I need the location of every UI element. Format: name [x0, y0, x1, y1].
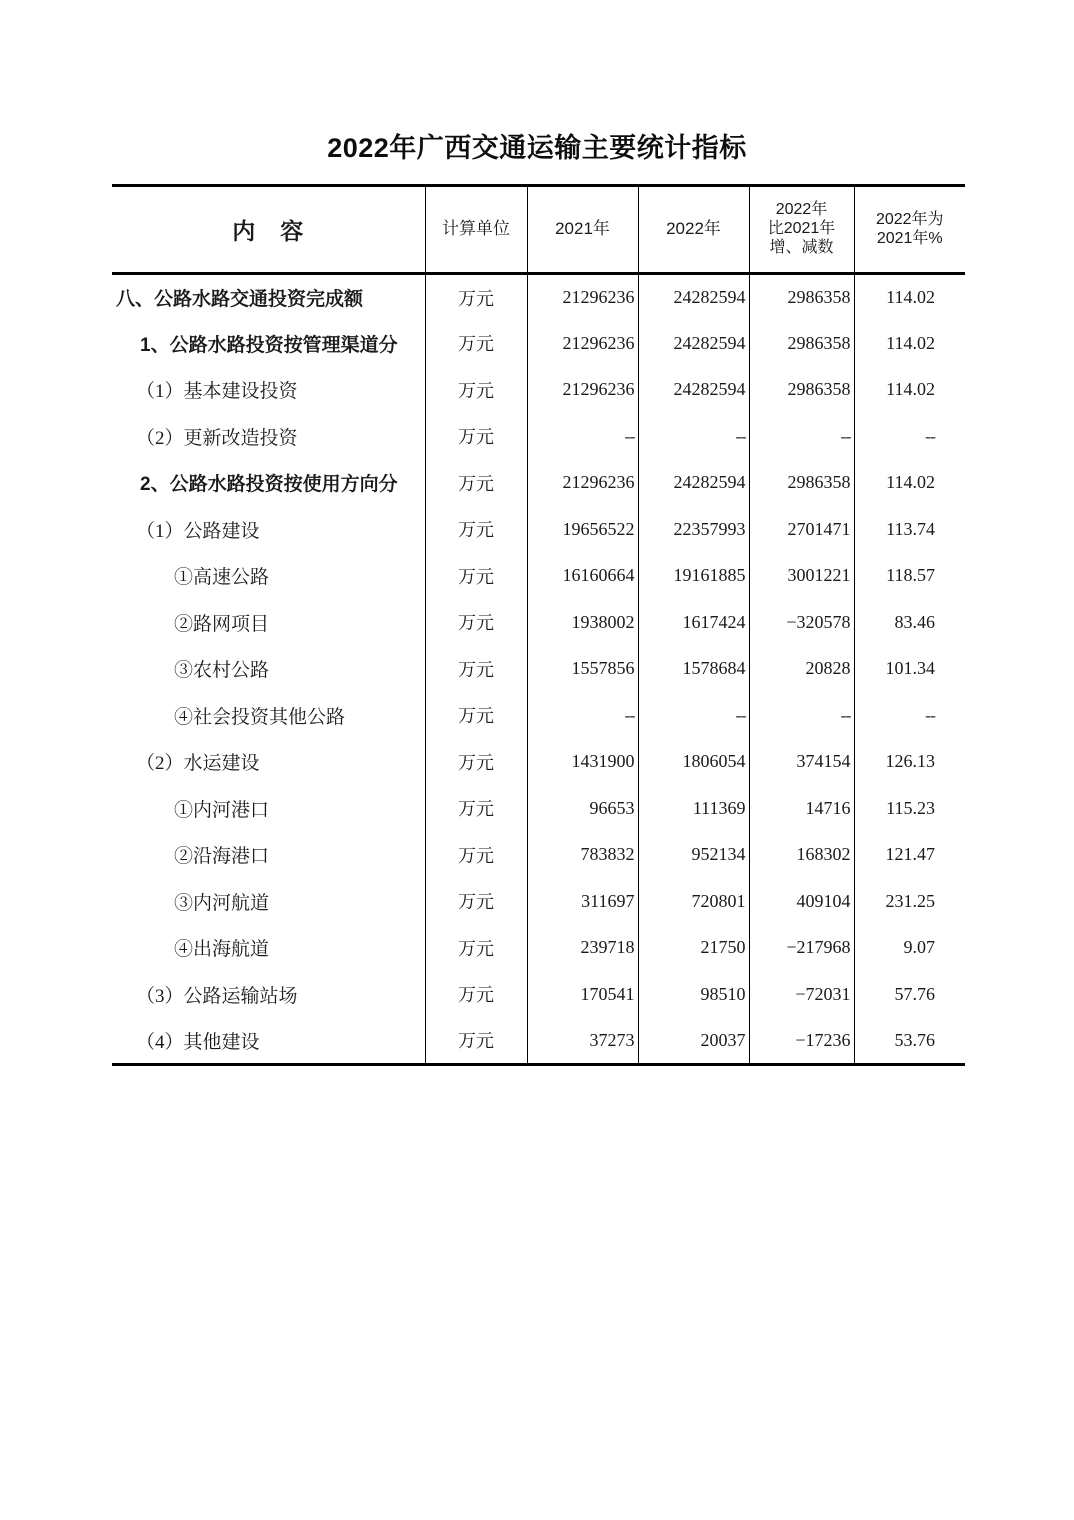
column-header-percentage-line2: 2021年% [876, 229, 943, 247]
row-value-2021: 37273 [527, 1018, 638, 1065]
row-unit: 万元 [425, 785, 527, 832]
table-row [112, 692, 965, 739]
row-label: （2）更新改造投资 [136, 427, 298, 449]
row-label: ③内河航道 [174, 892, 270, 914]
row-value-difference: 168302 [749, 832, 854, 879]
row-label: ③农村公路 [174, 660, 270, 682]
row-value-difference: −17236 [749, 1018, 854, 1065]
row-value-2022: 1578684 [638, 646, 749, 693]
row-value-difference: 3001221 [749, 553, 854, 600]
table-row [112, 925, 965, 972]
row-value-percentage: 126.13 [854, 739, 965, 786]
row-value-2022: 24282594 [638, 460, 749, 507]
row-value-difference: 2701471 [749, 506, 854, 553]
row-unit: 万元 [425, 878, 527, 925]
column-header-year-2021: 2021年 [527, 186, 638, 274]
row-value-difference: 2986358 [749, 367, 854, 414]
row-value-2021: 1938002 [527, 599, 638, 646]
row-value-percentage: 114.02 [854, 320, 965, 367]
row-value-2022: -- [638, 692, 749, 739]
row-value-percentage: 118.57 [854, 553, 965, 600]
row-unit: 万元 [425, 553, 527, 600]
row-value-difference: −217968 [749, 925, 854, 972]
row-value-2022: 24282594 [638, 274, 749, 321]
table-row [112, 274, 965, 321]
row-value-2021: 16160664 [527, 553, 638, 600]
row-value-difference: 2986358 [749, 460, 854, 507]
statistics-table [112, 184, 965, 1066]
row-value-difference: 2986358 [749, 320, 854, 367]
table-row [112, 739, 965, 786]
column-header-unit: 计算单位 [425, 186, 527, 274]
row-label: ②路网项目 [174, 613, 270, 635]
row-value-percentage: 57.76 [854, 971, 965, 1018]
row-label: ④社会投资其他公路 [174, 706, 346, 728]
row-value-percentage: 113.74 [854, 506, 965, 553]
row-value-2021: 1557856 [527, 646, 638, 693]
table-row [112, 785, 965, 832]
row-value-difference: 20828 [749, 646, 854, 693]
row-value-2021: 21296236 [527, 460, 638, 507]
row-value-2021: 21296236 [527, 367, 638, 414]
statistics-table-container [112, 184, 965, 1066]
row-label: （3）公路运输站场 [136, 985, 298, 1007]
row-value-difference: 2986358 [749, 274, 854, 321]
row-value-2021: 783832 [527, 832, 638, 879]
table-row [112, 599, 965, 646]
row-value-2021: -- [527, 692, 638, 739]
table-row [112, 878, 965, 925]
row-value-percentage: 114.02 [854, 367, 965, 414]
row-label: （2）水运建设 [136, 753, 260, 775]
row-label: ②沿海港口 [174, 846, 270, 868]
row-value-difference: −72031 [749, 971, 854, 1018]
row-unit: 万元 [425, 367, 527, 414]
table-row [112, 460, 965, 507]
row-value-2021: 96653 [527, 785, 638, 832]
row-value-percentage: 83.46 [854, 599, 965, 646]
row-value-2022: 1617424 [638, 599, 749, 646]
table-row [112, 367, 965, 414]
row-value-2021: 21296236 [527, 320, 638, 367]
row-unit: 万元 [425, 413, 527, 460]
row-value-difference: 14716 [749, 785, 854, 832]
column-header-difference [749, 186, 854, 274]
column-header-percentage [854, 186, 965, 274]
row-label: ①内河港口 [174, 799, 270, 821]
table-row [112, 553, 965, 600]
table-row [112, 1018, 965, 1065]
row-value-2021: 19656522 [527, 506, 638, 553]
row-unit: 万元 [425, 506, 527, 553]
row-value-2022: 24282594 [638, 367, 749, 414]
row-value-difference: 409104 [749, 878, 854, 925]
row-unit: 万元 [425, 599, 527, 646]
row-unit: 万元 [425, 274, 527, 321]
row-unit: 万元 [425, 739, 527, 786]
row-value-difference: 374154 [749, 739, 854, 786]
column-header-difference-line1: 2022年 [775, 201, 828, 219]
row-value-2022: 20037 [638, 1018, 749, 1065]
table-row [112, 413, 965, 460]
row-value-percentage: 114.02 [854, 274, 965, 321]
row-value-2022: 21750 [638, 925, 749, 972]
table-header-row [112, 186, 965, 274]
row-value-percentage: -- [854, 413, 965, 460]
row-value-2021: 311697 [527, 878, 638, 925]
row-label: 八、公路水路交通投资完成额 [116, 289, 364, 310]
column-header-content: 内 容 [112, 186, 425, 274]
column-header-year-2022: 2022年 [638, 186, 749, 274]
row-value-2021: -- [527, 413, 638, 460]
page-title: 2022年广西交通运输主要统计指标 [327, 133, 747, 163]
row-value-2021: 170541 [527, 971, 638, 1018]
row-value-percentage: 9.07 [854, 925, 965, 972]
row-value-2022: 22357993 [638, 506, 749, 553]
row-label: 2、公路水路投资按使用方向分 [140, 474, 398, 496]
row-unit: 万元 [425, 832, 527, 879]
row-value-2022: -- [638, 413, 749, 460]
row-unit: 万元 [425, 692, 527, 739]
row-value-2022: 952134 [638, 832, 749, 879]
row-value-2021: 21296236 [527, 274, 638, 321]
row-unit: 万元 [425, 460, 527, 507]
row-value-2022: 720801 [638, 878, 749, 925]
row-value-2022: 24282594 [638, 320, 749, 367]
row-value-2022: 98510 [638, 971, 749, 1018]
row-value-difference: -- [749, 413, 854, 460]
row-label: ①高速公路 [174, 567, 270, 589]
table-row [112, 971, 965, 1018]
row-unit: 万元 [425, 646, 527, 693]
row-value-2021: 1431900 [527, 739, 638, 786]
row-value-percentage: 121.47 [854, 832, 965, 879]
row-value-2022: 1806054 [638, 739, 749, 786]
table-header [112, 186, 965, 274]
row-unit: 万元 [425, 925, 527, 972]
row-value-2022: 19161885 [638, 553, 749, 600]
table-row [112, 646, 965, 693]
row-unit: 万元 [425, 971, 527, 1018]
row-value-difference: −320578 [749, 599, 854, 646]
row-value-percentage: 231.25 [854, 878, 965, 925]
row-value-percentage: -- [854, 692, 965, 739]
row-label: （1）基本建设投资 [136, 381, 298, 403]
row-unit: 万元 [425, 1018, 527, 1065]
column-header-percentage-line1: 2022年为 [875, 210, 944, 228]
row-value-percentage: 114.02 [854, 460, 965, 507]
column-header-difference-line2: 比2021年 [767, 220, 836, 238]
column-header-difference-line3: 增、减数 [769, 238, 834, 256]
row-label: 1、公路水路投资按管理渠道分 [140, 334, 398, 356]
row-value-percentage: 53.76 [854, 1018, 965, 1065]
row-value-2022: 111369 [638, 785, 749, 832]
row-value-percentage: 101.34 [854, 646, 965, 693]
table-row [112, 832, 965, 879]
row-label: ④出海航道 [174, 939, 270, 961]
table-row [112, 506, 965, 553]
row-value-difference: -- [749, 692, 854, 739]
table-row [112, 320, 965, 367]
row-value-2021: 239718 [527, 925, 638, 972]
table-body [112, 274, 965, 1065]
row-value-percentage: 115.23 [854, 785, 965, 832]
row-unit: 万元 [425, 320, 527, 367]
row-label: （4）其他建设 [112, 1018, 425, 1065]
row-label: （1）公路建设 [136, 520, 260, 542]
